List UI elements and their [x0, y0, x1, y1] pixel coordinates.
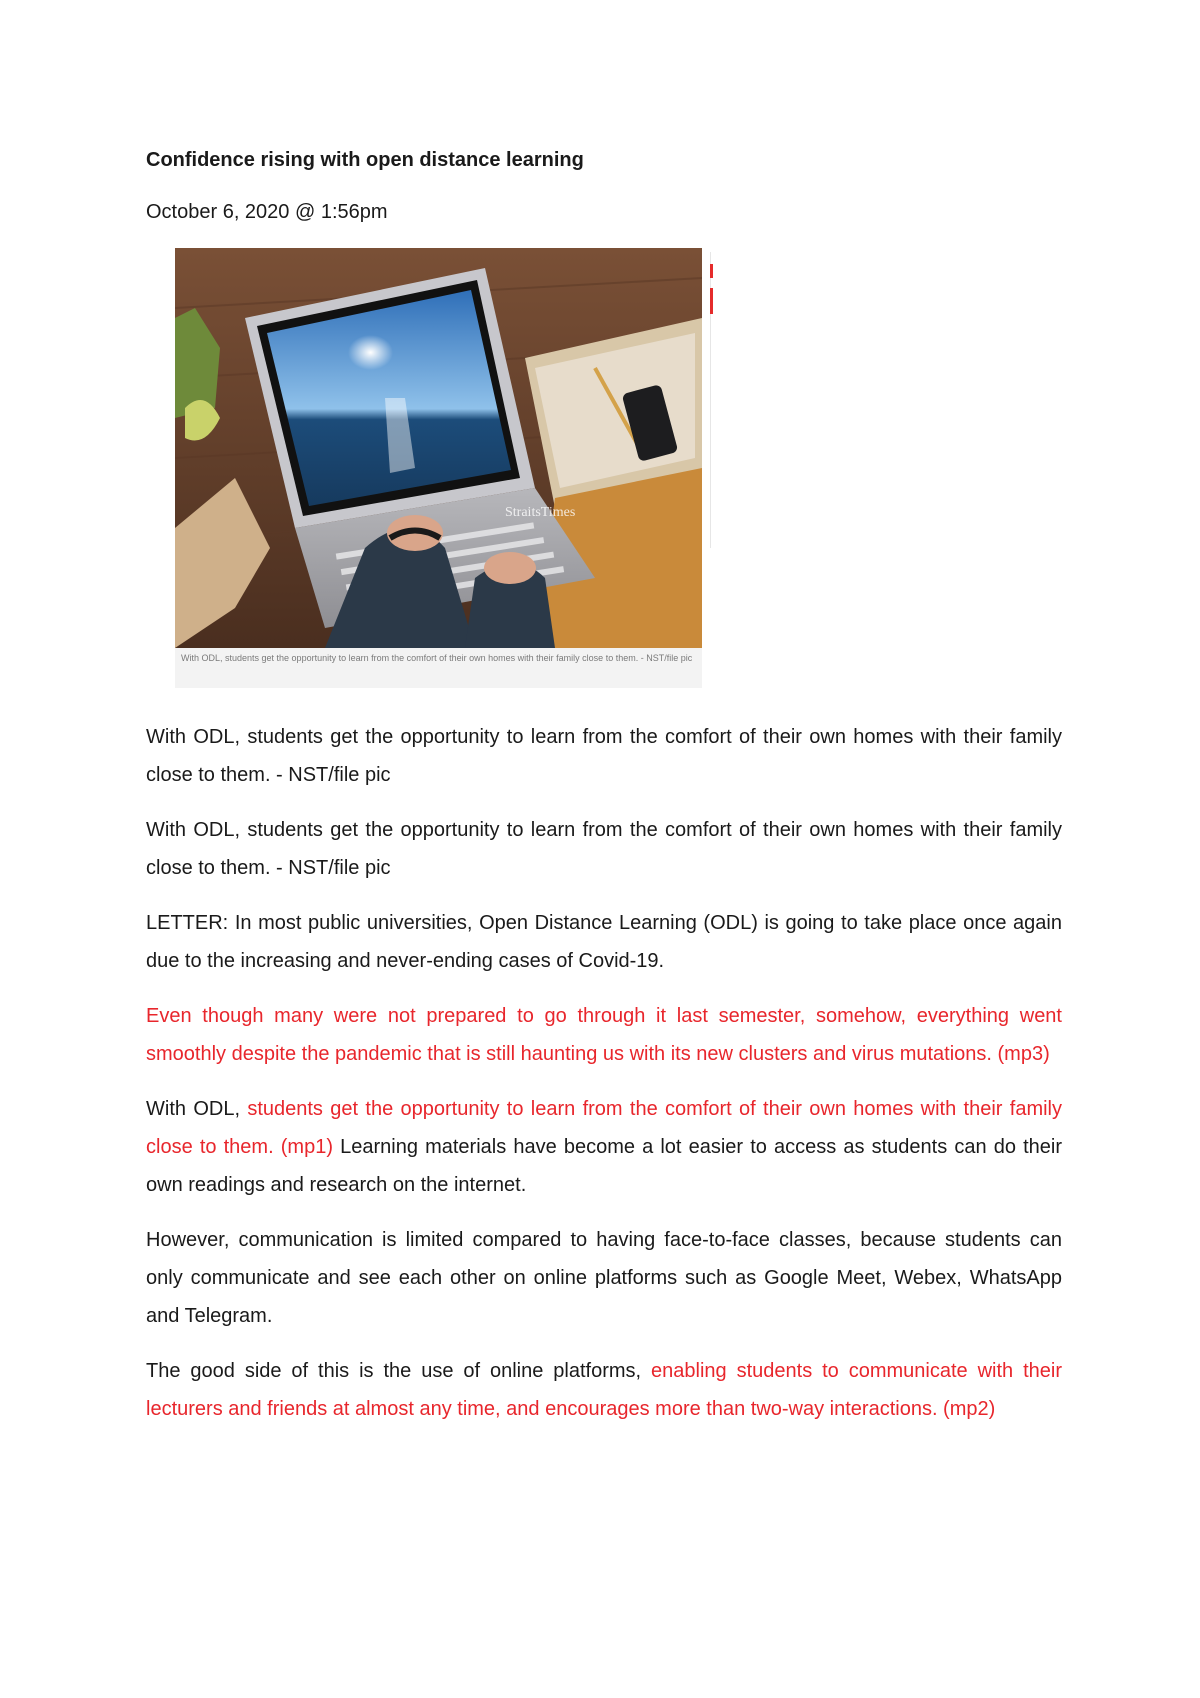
letter-paragraph: LETTER: In most public universities, Open Distance Learning (ODL) is going to take place once again due to the increasing and never-ending cases of Covid-19.	[146, 912, 1062, 972]
watermark-text: StraitsTimes	[505, 505, 576, 520]
mp2-paragraph	[146, 1352, 1062, 1428]
article-date: October 6, 2020 @ 1:56pm	[146, 201, 388, 223]
article-title: Confidence rising with open distance learning	[146, 149, 584, 171]
however-paragraph: However, communication is limited compared to having face-to-face classes, because students can only communicate and see each other on online platforms such as Google Meet, Webex, WhatsApp and Telegram.	[146, 1229, 1062, 1327]
highlighted-paragraph-mp3: Even though many were not prepared to go through it last semester, somehow, everything went smoothly despite the pandemic that is still haunting us with its new clusters and virus mutations. (mp3)	[146, 1005, 1062, 1065]
mp1-suffix: Learning materials have become a lot easier to access as students can do their own readings and research on the internet.	[146, 1136, 1062, 1196]
mp1-prefix: With ODL,	[146, 1098, 248, 1120]
mp2-highlight: enabling students to communicate with their lecturers and friends at almost any time, and encourages more than two-way interactions. (mp2)	[146, 1360, 1062, 1420]
laptop-photo	[175, 248, 702, 648]
article-figure	[175, 248, 702, 688]
image-caption: With ODL, students get the opportunity to learn from the comfort of their own homes with their family close to them. - NST/file pic	[181, 653, 693, 663]
caption-paragraph: With ODL, students get the opportunity to learn from the comfort of their own homes with their family close to them. - NST/file pic	[146, 726, 1062, 786]
accent-bar	[710, 288, 713, 314]
side-accent-bars	[710, 264, 713, 314]
mp1-paragraph	[146, 1090, 1062, 1204]
mp1-highlight: students get the opportunity to learn from the comfort of their own homes with their family close to them. (mp1)	[146, 1098, 1062, 1158]
mp2-prefix: The good side of this is the use of online platforms,	[146, 1360, 652, 1382]
accent-bar	[710, 264, 713, 278]
document-page	[146, 140, 1062, 1428]
caption-paragraph: With ODL, students get the opportunity to learn from the comfort of their own homes with their family close to them. - NST/file pic	[146, 819, 1062, 879]
